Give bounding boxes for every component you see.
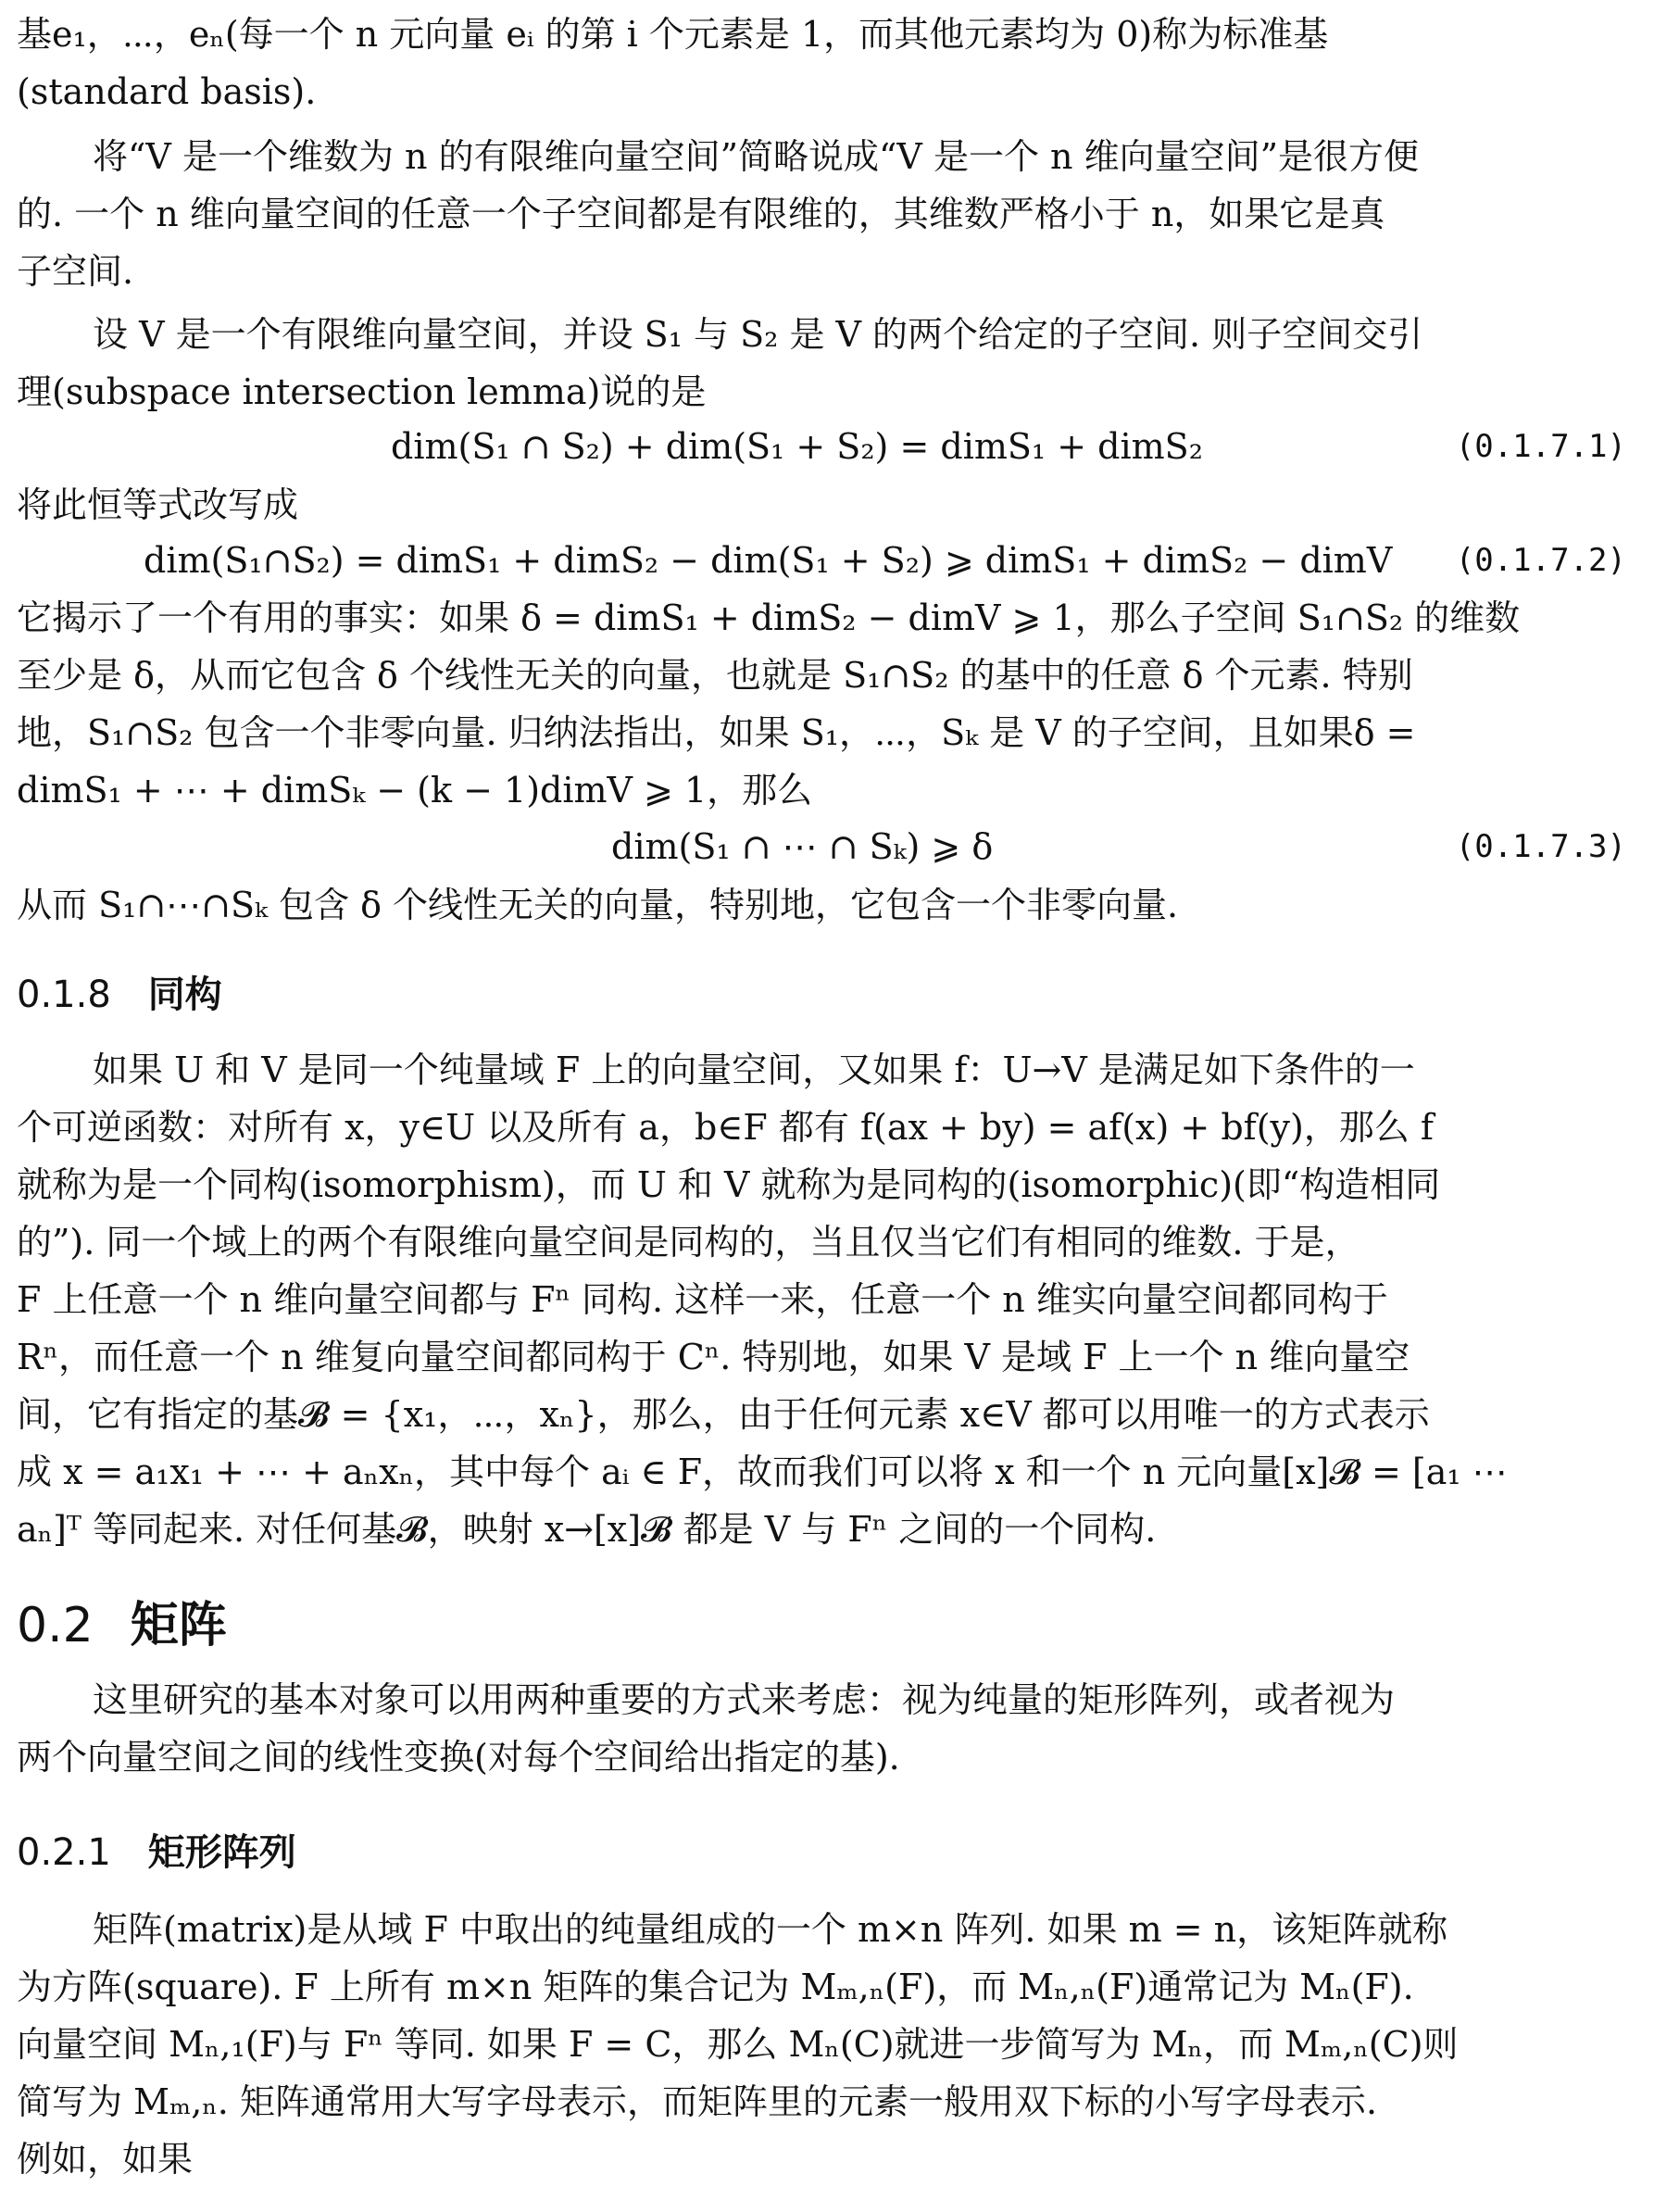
section-number: 0.2.1 xyxy=(17,1831,111,1874)
text-line: 从而 S₁∩⋯∩Sₖ 包含 δ 个线性无关的向量，特别地，它包含一个非零向量. xyxy=(17,885,1179,925)
text-line: 向量空间 Mₙ,₁(F)与 Fⁿ 等同. 如果 F = C，那么 Mₙ(C)就进一步简写为 Mₙ，而 Mₘ,ₙ(C)则 xyxy=(17,2024,1459,2065)
text-line: 就称为是一个同构(isomorphism)，而 U 和 V 就称为是同构的(isomorphic)(即“构造相同 xyxy=(17,1164,1441,1205)
equation-number: (0.1.7.3) xyxy=(1455,828,1626,865)
equation-number: (0.1.7.1) xyxy=(1455,428,1626,465)
section-number: 0.1.8 xyxy=(17,974,111,1016)
text-line: (standard basis). xyxy=(17,71,317,112)
text-line: 基e₁，⋯，eₙ(每一个 n 元向量 eᵢ 的第 i 个元素是 1，而其他元素均为 0)称为标准基 xyxy=(17,14,1329,55)
equation: dim(S₁∩S₂) = dimS₁ + dimS₂ − dim(S₁ + S₂) ⩾ dimS₁ + dimS₂ − dimV xyxy=(144,540,1393,581)
text-line: 将“V 是一个维数为 n 的有限维向量空间”简略说成“V 是一个 n 维向量空间”是很方便 xyxy=(93,136,1420,177)
text-line: 个可逆函数：对所有 x，y∈U 以及所有 a，b∈F 都有 f(ax + by) = af(x) + bf(y)，那么 f xyxy=(17,1107,1434,1148)
text-line: 为方阵(square). F 上所有 m×n 矩阵的集合记为 Mₘ,ₙ(F)，而 Mₙ,ₙ(F)通常记为 Mₙ(F). xyxy=(17,1967,1414,2007)
text-line: 的”). 同一个域上的两个有限维向量空间是同构的，当且仅当它们有相同的维数. 于是， xyxy=(17,1222,1360,1263)
section-title: 矩阵 xyxy=(130,1598,227,1653)
text-line: 简写为 Mₘ,ₙ. 矩阵通常用大写字母表示，而矩阵里的元素一般用双下标的小写字母表示. xyxy=(17,2081,1378,2122)
text-line: 成 x = a₁x₁ + ⋯ + aₙxₙ，其中每个 aᵢ ∈ F，故而我们可以将 x 和一个 n 元向量[x]𝓑 = [a₁ ⋯ xyxy=(17,1452,1508,1492)
equation: dim(S₁ ∩ S₂) + dim(S₁ + S₂) = dimS₁ + dimS₂ xyxy=(391,426,1203,467)
text-line: 设 V 是一个有限维向量空间，并设 S₁ 与 S₂ 是 V 的两个给定的子空间. 则子空间交引 xyxy=(93,314,1423,355)
text-line: 它揭示了一个有用的事实：如果 δ = dimS₁ + dimS₂ − dimV ⩾ 1，那么子空间 S₁∩S₂ 的维数 xyxy=(17,597,1521,638)
text-line: F 上任意一个 n 维向量空间都与 Fⁿ 同构. 这样一来，任意一个 n 维实向量空间都同构于 xyxy=(17,1279,1388,1320)
text-line: 如果 U 和 V 是同一个纯量域 F 上的向量空间，又如果 f：U→V 是满足如下条件的一 xyxy=(93,1049,1415,1090)
equation: dim(S₁ ∩ ⋯ ∩ Sₖ) ⩾ δ xyxy=(611,826,994,867)
equation-number: (0.1.7.2) xyxy=(1455,542,1626,579)
text-line: 至少是 δ，从而它包含 δ 个线性无关的向量，也就是 S₁∩S₂ 的基中的任意 δ 个元素. 特别 xyxy=(17,655,1413,696)
section-heading xyxy=(17,1823,296,1876)
section-title: 矩形阵列 xyxy=(147,1831,296,1874)
text-line: 这里研究的基本对象可以用两种重要的方式来考虑：视为纯量的矩形阵列，或者视为 xyxy=(93,1679,1396,1720)
section-heading xyxy=(17,965,222,1018)
section-title: 同构 xyxy=(147,974,222,1016)
text-line: 的. 一个 n 维向量空间的任意一个子空间都是有限维的，其维数严格小于 n，如果它是真 xyxy=(17,194,1385,234)
text-line: 地，S₁∩S₂ 包含一个非零向量. 归纳法指出，如果 S₁，⋯，Sₖ 是 V 的子空间，且如果δ = xyxy=(17,712,1416,753)
text-line: 间，它有指定的基𝓑 = {x₁，⋯，xₙ}，那么，由于任何元素 x∈V 都可以用唯一的方式表示 xyxy=(17,1394,1430,1435)
text-line: 两个向量空间之间的线性变换(对每个空间给出指定的基). xyxy=(17,1737,900,1778)
text-line: dimS₁ + ⋯ + dimSₖ − (k − 1)dimV ⩾ 1，那么 xyxy=(17,770,813,811)
text-line: 例如，如果 xyxy=(17,2139,194,2180)
text-line: 子空间. xyxy=(17,251,134,292)
text-line: aₙ]ᵀ 等同起来. 对任何基𝓑，映射 x→[x]𝓑 都是 V 与 Fⁿ 之间的一个同构. xyxy=(17,1509,1157,1550)
chapter-heading xyxy=(17,1586,227,1655)
text-line: 理(subspace intersection lemma)说的是 xyxy=(17,371,707,412)
text-line: 矩阵(matrix)是从域 F 中取出的纯量组成的一个 m×n 阵列. 如果 m = n，该矩阵就称 xyxy=(93,1909,1448,1950)
text-line: 将此恒等式改写成 xyxy=(17,484,299,525)
section-number: 0.2 xyxy=(17,1598,94,1653)
text-line: Rⁿ，而任意一个 n 维复向量空间都同构于 Cⁿ. 特别地，如果 V 是域 F 上一个 n 维向量空 xyxy=(17,1337,1410,1377)
